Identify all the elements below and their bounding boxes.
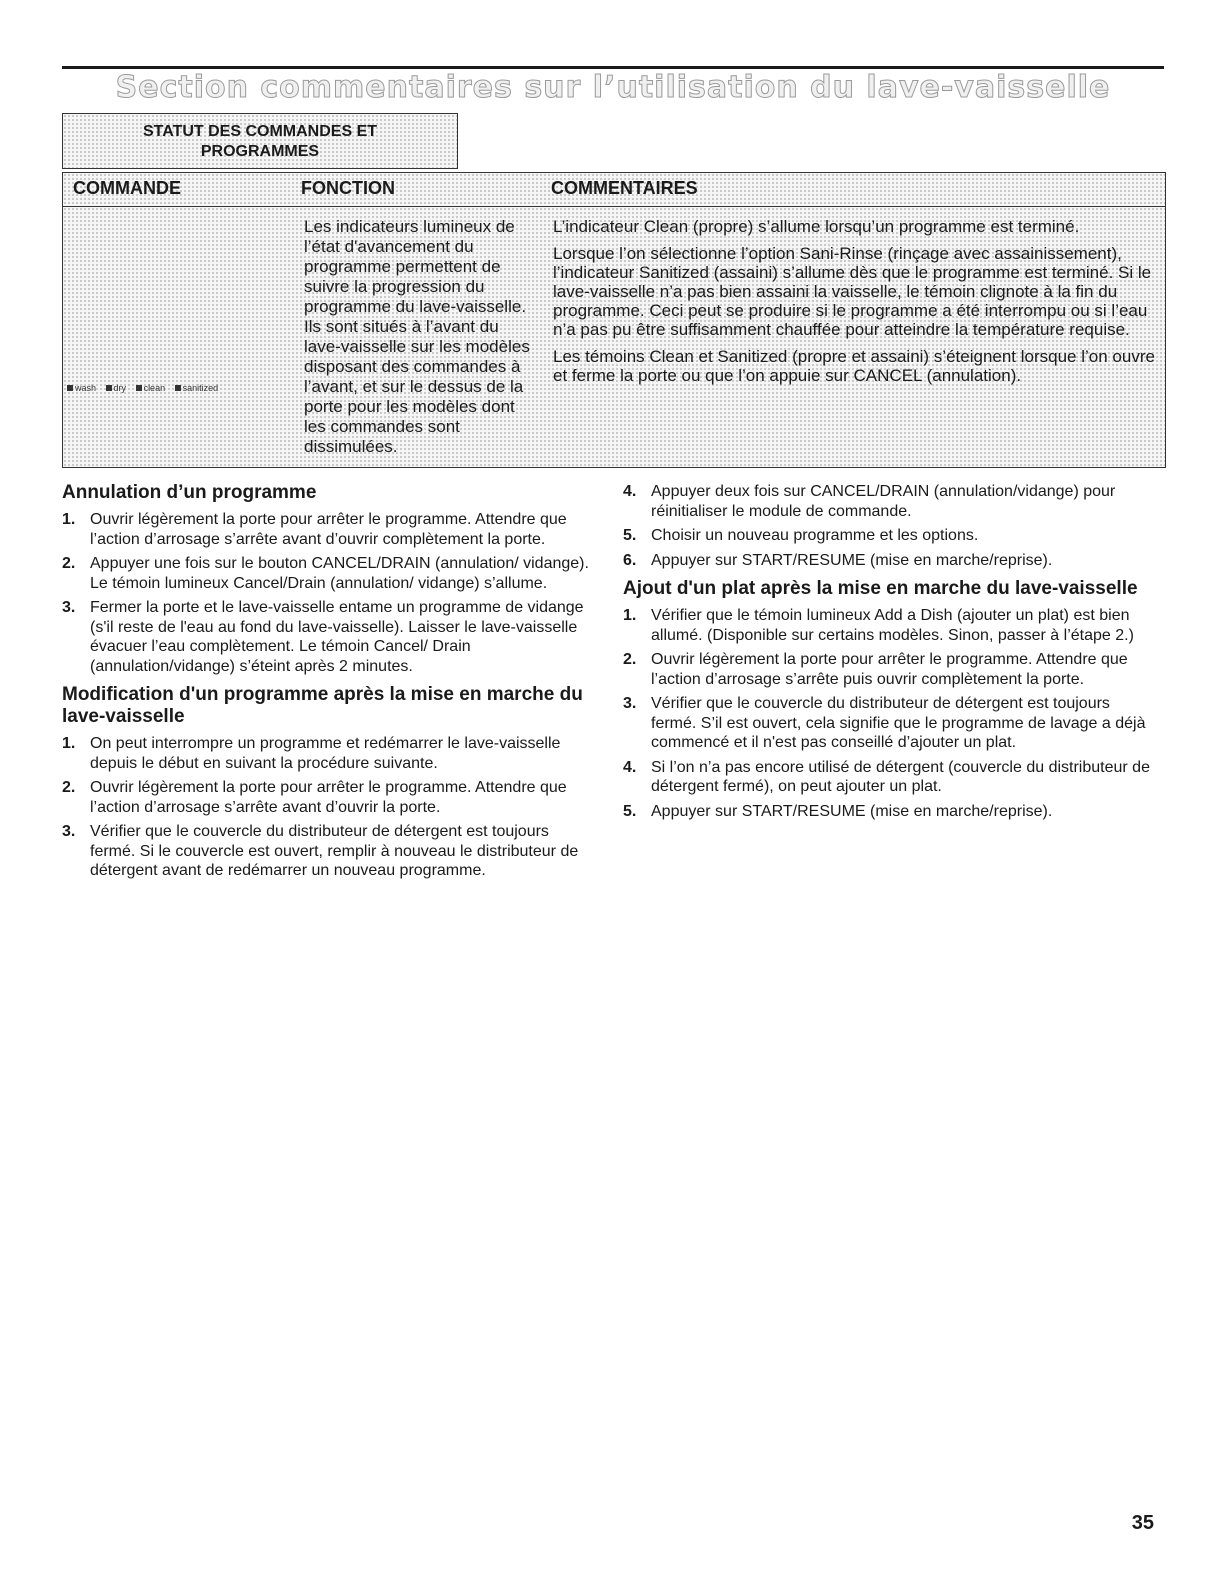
step-item — [623, 802, 1153, 822]
step-number: 2. — [62, 555, 76, 572]
comment-paragraph: Lorsque l’on sélectionne l’option Sani-Rinse (rinçage avec assainissement), l’indicateur Sanitized (assaini) s’allume dès que le programme est terminé. Si le lave-vaisselle n’a pas bien assaini la vaisselle, le témoin clignote à la fin du programme. Ceci peut se produire si le programme a été interrompu ou si l’eau n’a pas pu être suffisamment chauffée pour atteindre la température requise. — [553, 244, 1152, 339]
step-number: 1. — [623, 607, 637, 624]
step-text: Appuyer une fois sur le bouton CANCEL/DRAIN (annulation/ vidange). Le témoin lumineux Cancel/Drain (annulation/ vidange) s’allume. — [90, 555, 589, 592]
indicator-clean — [136, 383, 166, 393]
step-text: Ouvrir légèrement la porte pour arrêter le programme. Attendre que l’action d’arrosage s’arrête puis ouvrir complètement la porte. — [651, 651, 1128, 688]
step-text: Si l’on n’a pas encore utilisé de détergent (couvercle du distributeur de détergent fermé), on peut ajouter un plat. — [651, 758, 1150, 795]
step-number: 5. — [623, 527, 637, 544]
step-text: Appuyer sur START/RESUME (mise en marche/reprise). — [651, 802, 1053, 820]
step-text: Fermer la porte et le lave-vaisselle entame un programme de vidange (s'il reste de l'eau au fond du lave-vaisselle). Laisser le lave-vaisselle évacuer l’eau complètement. Le témoin Cancel/ Drain (annulation/vidange) s’éteint après 2 minutes. — [90, 599, 584, 675]
header-commentaires: COMMENTAIRES — [551, 178, 698, 198]
modification-steps — [62, 734, 594, 881]
indicator-dry — [106, 383, 127, 393]
step-item — [62, 510, 594, 549]
step-text: Choisir un nouveau programme et les options. — [651, 527, 979, 544]
indicator-label: sanitized — [182, 383, 219, 393]
step-item — [623, 758, 1153, 797]
top-rule — [62, 66, 1164, 69]
step-number: 2. — [623, 651, 637, 668]
table-caption-line-2: PROGRAMMES — [200, 143, 320, 160]
section-title: Section commentaires sur l’utilisation du lave-vaisselle — [115, 70, 1111, 105]
heading-ajout: Ajout d'un plat après la mise en marche du lave-vaisselle — [623, 578, 1138, 599]
step-item — [62, 554, 594, 593]
indicator-light-icon — [67, 385, 73, 391]
step-number: 3. — [62, 599, 76, 616]
fonction-cell: Les indicateurs lumineux de l’état d'avancement du programme permettent de suivre la progression du programme du lave-vaisselle. Ils sont situés à l’avant du lave-vaisselle sur les modèles disposant des commandes à l’avant, et sur le dessus de la porte pour les modèles dont les commandes sont dissimulées. — [304, 217, 530, 456]
step-text: Vérifier que le couvercle du distributeur de détergent est toujours fermé. Si le couvercle est ouvert, remplir à nouveau le distributeur de détergent avant de redémarrer un nouveau programme. — [90, 823, 579, 879]
indicator-label: wash — [75, 383, 97, 393]
indicator-label: clean — [143, 383, 166, 393]
step-item — [62, 598, 594, 676]
step-item — [62, 822, 594, 881]
step-text: Appuyer sur START/RESUME (mise en marche/reprise). — [651, 551, 1053, 569]
step-text: Ouvrir légèrement la porte pour arrêter le programme. Attendre que l’action d’arrosage s’arrête avant d’ouvrir complètement la porte. — [90, 511, 567, 548]
step-text: Vérifier que le témoin lumineux Add a Dish (ajouter un plat) est bien allumé. (Disponible sur certains modèles. Sinon, passer à l’étape 2.) — [651, 607, 1134, 644]
indicator-sanitized — [175, 383, 219, 393]
step-number: 3. — [62, 823, 76, 840]
table-caption-line-1: STATUT DES COMMANDES ET — [142, 123, 378, 140]
step-item — [623, 551, 1153, 571]
right-column — [623, 482, 1153, 829]
step-number: 4. — [623, 758, 637, 776]
commands-table — [62, 172, 1166, 468]
indicator-light-icon — [136, 385, 142, 391]
step-text: Vérifier que le couvercle du distributeur de détergent est toujours fermé. S’il est ouvert, cela signifie que le programme de lavage a déjà commencé et il n'est pas conseillé d’ajouter un plat. — [651, 695, 1146, 751]
step-text: Appuyer deux fois sur CANCEL/DRAIN (annulation/vidange) pour réinitialiser le module de commande. — [651, 483, 1116, 520]
table-header-row — [63, 173, 1165, 207]
heading-annulation: Annulation d’un programme — [62, 482, 317, 503]
step-number: 3. — [623, 695, 637, 712]
comments-cell — [553, 217, 1163, 393]
step-number: 1. — [62, 511, 76, 528]
indicator-wash — [67, 383, 96, 393]
step-number: 6. — [623, 551, 637, 569]
header-fonction: FONCTION — [301, 178, 395, 198]
step-text: Ouvrir légèrement la porte pour arrêter le programme. Attendre que l’action d’arrosage s’arrête avant d’ouvrir la porte. — [90, 779, 567, 816]
step-item — [623, 482, 1153, 521]
table-caption — [62, 113, 458, 169]
step-text: On peut interrompre un programme et redémarrer le lave-vaisselle depuis le début en suivant la procédure suivante. — [90, 735, 561, 772]
indicator-light-icon — [175, 385, 181, 391]
step-number: 4. — [623, 483, 637, 500]
comment-paragraph: L’indicateur Clean (propre) s’allume lorsqu’un programme est terminé. — [553, 217, 1080, 236]
indicator-label: dry — [113, 383, 127, 393]
step-item — [623, 606, 1153, 645]
step-item — [62, 734, 594, 773]
step-item — [623, 694, 1153, 753]
step-number: 1. — [62, 735, 76, 752]
page-number: 35 — [1131, 1512, 1154, 1534]
modification-steps-continued — [623, 482, 1153, 570]
indicator-light-icon — [106, 385, 112, 391]
step-item — [62, 778, 594, 817]
ajout-steps — [623, 606, 1153, 821]
step-number: 2. — [62, 779, 76, 796]
header-commande: COMMANDE — [73, 178, 181, 198]
comment-paragraph: Les témoins Clean et Sanitized (propre et assaini) s’éteignent lorsque l’on ouvre et ferme la porte ou que l’on appuie sur CANCEL (annulation). — [553, 347, 1155, 385]
step-item — [623, 526, 1153, 546]
step-item — [623, 650, 1153, 689]
step-number: 5. — [623, 802, 637, 820]
heading-modification: Modification d'un programme après la mise en marche du lave-vaisselle — [62, 684, 583, 727]
left-column — [62, 482, 594, 889]
status-indicator-lights — [67, 383, 225, 393]
annulation-steps — [62, 510, 594, 676]
